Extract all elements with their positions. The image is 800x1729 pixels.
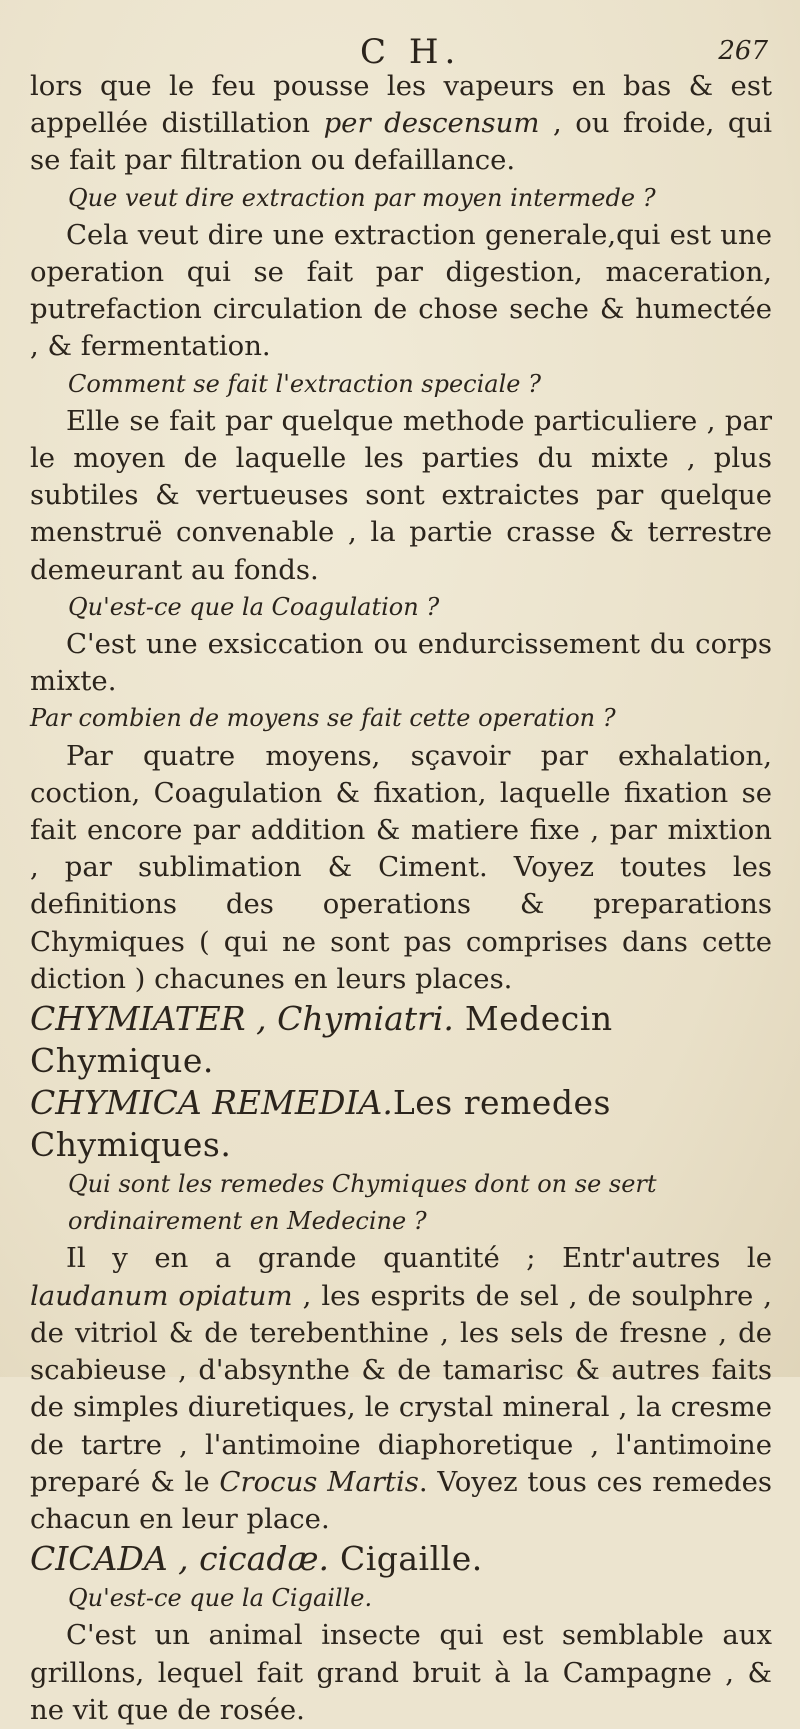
answer: Cela veut dire une extraction generale,qui est une operation qui se fait par digestion, maceration, putrefaction circulation de chose seche & humectée , & fermentation. [30,218,772,363]
gloss: Medecin Chymique. [30,999,613,1081]
page-text [30,68,772,1729]
question: Que veut dire extraction par moyen intermede ? [68,183,656,212]
gloss: Cigaille. [328,1539,483,1579]
text-run: lors que le feu pousse les vapeurs en bas & est appellée distillation [30,70,772,140]
answer: C'est une exsiccation ou endurcissement du corps mixte. [30,628,772,698]
answer: C'est un animal insecte qui est semblable aux grillons, lequel fait grand bruit à la Campagne , & ne vit que de rosée. [30,1619,772,1726]
text-run: . Voyez tous ces remedes chacun en leur place. [30,1465,772,1535]
headword: CICADA , cicadæ. [30,1539,329,1579]
text-run: , ou froide, qui se fait par filtration ou defaillance. [30,107,772,177]
answer [30,1240,772,1538]
latin-term: Crocus Martis [219,1465,419,1498]
dictionary-entry [30,1082,772,1166]
text-run: , les esprits de sel , de soulphre , de vitriol & de terebenthine , les sels de fresne , de scabieuse , d'absynthe & de tamarisc & autres faits de simples diuretiques, le crystal mineral , la cresme de tartre , l'antimoine diaphoretique , l'antimoine preparé & le [30,1279,772,1498]
latin-term: laudanum opiatum [30,1279,293,1312]
question: Qu'est-ce que la Coagulation ? [68,592,440,621]
dictionary-entry [30,998,772,1082]
answer: Par quatre moyens, sçavoir par exhalation, coction, Coagulation & fixation, laquelle fixation se fait encore par addition & matiere fixe , par mixtion , par sublimation & Ciment. Voyez toutes les definitions des operations & preparations Chymiques ( qui ne sont pas comprises dans cette diction ) chacunes en leurs places. [30,739,772,995]
text-run: Il y en a grande quantité ; Entr'autres le [66,1242,772,1275]
running-head [30,22,772,72]
page-number: 267 [718,36,768,66]
running-title: C H. [360,32,462,72]
question: Comment se fait l'extraction speciale ? [68,369,541,398]
gloss: Les remedes Chymiques. [30,1083,611,1165]
question: Qu'est-ce que la Cigaille. [68,1584,373,1613]
paragraph [30,68,772,180]
headword: CHYMIATER , Chymiatri. [30,999,454,1039]
headword: CHYMICA REMEDIA. [30,1083,393,1123]
latin-term: per descensum [323,107,540,140]
question: Qui sont les remedes Chymiques dont on se sert ordinairement en Medecine ? [68,1170,657,1236]
question: Par combien de moyens se fait cette operation ? [30,704,616,733]
dictionary-entry [30,1538,772,1580]
answer: Elle se fait par quelque methode particuliere , par le moyen de laquelle les parties du mixte , plus subtiles & vertueuses sont extraictes par quelque menstruë convenable , la partie crasse & terrestre demeurant au fonds. [30,404,772,586]
